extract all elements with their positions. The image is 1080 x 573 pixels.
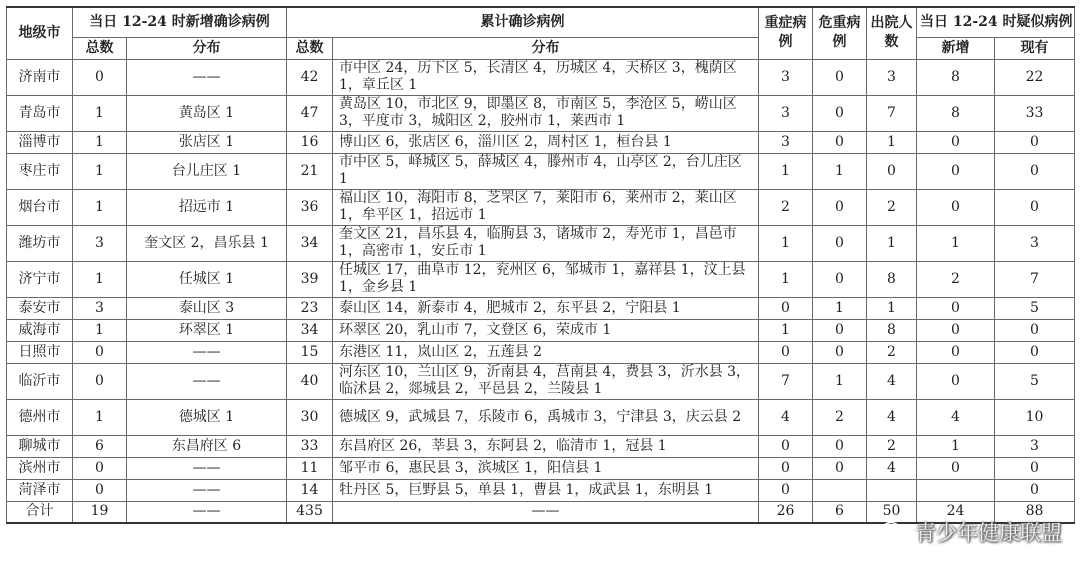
table-body	[7, 59, 1075, 523]
susp-new-cell: 8	[917, 95, 995, 131]
cum-total-cell: 16	[287, 131, 333, 153]
new-total-cell: 1	[73, 95, 127, 131]
new-total-cell: 3	[73, 297, 127, 319]
total-severe-cell: 26	[759, 501, 813, 523]
table-row	[7, 59, 1075, 95]
new-dist-cell: ——	[127, 479, 287, 501]
critical-cell: 0	[813, 131, 867, 153]
cum-dist-cell: 任城区 17，曲阜市 12，兖州区 6，邹城市 1，嘉祥县 1，汶上县 1，金乡县 1	[333, 261, 759, 297]
susp-new-cell: 4	[917, 399, 995, 435]
total-critical-cell: 6	[813, 501, 867, 523]
severe-cell: 0	[759, 341, 813, 363]
cum-dist-cell: 河东区 10，兰山区 9，沂南县 4，莒南县 4，费县 3，沂水县 3，临沭县 2，郯城县 2，平邑县 2，兰陵县 1	[333, 363, 759, 399]
critical-cell: 0	[813, 435, 867, 457]
critical-cell: 0	[813, 341, 867, 363]
cum-total-cell: 30	[287, 399, 333, 435]
discharged-cell	[867, 479, 917, 501]
new-dist-cell: 德城区 1	[127, 399, 287, 435]
susp-new-cell: 0	[917, 341, 995, 363]
susp-new-cell	[917, 479, 995, 501]
table-row	[7, 457, 1075, 479]
header-today-new: 当日 12-24 时新增确诊病例	[73, 7, 287, 37]
critical-cell: 1	[813, 363, 867, 399]
new-dist-cell: 任城区 1	[127, 261, 287, 297]
cum-dist-cell: 邹平市 6，惠民县 3，滨城区 1，阳信县 1	[333, 457, 759, 479]
wechat-icon	[881, 521, 907, 543]
discharged-cell: 2	[867, 341, 917, 363]
city-cell: 枣庄市	[7, 153, 73, 189]
city-cell: 滨州市	[7, 457, 73, 479]
new-dist-cell: ——	[127, 341, 287, 363]
critical-cell: 1	[813, 297, 867, 319]
new-dist-cell: 张店区 1	[127, 131, 287, 153]
cum-dist-cell: 市中区 5，峄城区 5，薛城区 4，滕州市 4，山亭区 2，台儿庄区 1	[333, 153, 759, 189]
susp-new-cell: 0	[917, 131, 995, 153]
header-cumulative: 累计确诊病例	[287, 7, 759, 37]
severe-cell: 7	[759, 363, 813, 399]
critical-cell: 2	[813, 399, 867, 435]
discharged-cell: 0	[867, 153, 917, 189]
discharged-cell: 1	[867, 131, 917, 153]
critical-cell: 1	[813, 153, 867, 189]
critical-cell: 0	[813, 59, 867, 95]
new-total-cell: 1	[73, 261, 127, 297]
new-dist-cell: 黄岛区 1	[127, 95, 287, 131]
total-city-cell: 合计	[7, 501, 73, 523]
susp-new-cell: 0	[917, 457, 995, 479]
header-new-dist: 分布	[127, 37, 287, 59]
susp-new-cell: 0	[917, 153, 995, 189]
cum-dist-cell: 泰山区 14，新泰市 4，肥城市 2，东平县 2，宁阳县 1	[333, 297, 759, 319]
table-row	[7, 153, 1075, 189]
discharged-cell: 1	[867, 297, 917, 319]
discharged-cell: 3	[867, 59, 917, 95]
cum-dist-cell: 福山区 10，海阳市 8，芝罘区 7，莱阳市 6，莱州市 2，莱山区 1，牟平区 1，招远市 1	[333, 189, 759, 225]
new-total-cell: 0	[73, 457, 127, 479]
table-row	[7, 363, 1075, 399]
new-total-cell: 0	[73, 363, 127, 399]
susp-current-cell: 0	[995, 153, 1075, 189]
total-discharged-cell: 50	[867, 501, 917, 523]
total-new-dist-cell: ——	[127, 501, 287, 523]
severe-cell: 0	[759, 435, 813, 457]
new-dist-cell: ——	[127, 457, 287, 479]
header-suspected: 当日 12-24 时疑似病例	[917, 7, 1075, 37]
susp-current-cell: 0	[995, 319, 1075, 341]
susp-current-cell: 7	[995, 261, 1075, 297]
header-new-total: 总数	[73, 37, 127, 59]
table-row	[7, 95, 1075, 131]
watermark-text: 青少年健康联盟	[915, 521, 1062, 545]
severe-cell: 2	[759, 189, 813, 225]
new-dist-cell: 奎文区 2，昌乐县 1	[127, 225, 287, 261]
discharged-cell: 2	[867, 189, 917, 225]
city-cell: 潍坊市	[7, 225, 73, 261]
table-row	[7, 399, 1075, 435]
cum-dist-cell: 东港区 11，岚山区 2，五莲县 2	[333, 341, 759, 363]
susp-current-cell: 3	[995, 435, 1075, 457]
cum-total-cell: 42	[287, 59, 333, 95]
city-cell: 临沂市	[7, 363, 73, 399]
new-total-cell: 6	[73, 435, 127, 457]
susp-new-cell: 1	[917, 435, 995, 457]
critical-cell: 0	[813, 457, 867, 479]
table-row	[7, 319, 1075, 341]
new-total-cell: 1	[73, 189, 127, 225]
total-susp-new-cell: 24	[917, 501, 995, 523]
critical-cell: 0	[813, 225, 867, 261]
susp-new-cell: 0	[917, 319, 995, 341]
header-cum-total: 总数	[287, 37, 333, 59]
cum-dist-cell: 东昌府区 26，莘县 3，东阿县 2，临清市 1，冠县 1	[333, 435, 759, 457]
city-cell: 济宁市	[7, 261, 73, 297]
susp-current-cell: 0	[995, 189, 1075, 225]
discharged-cell: 8	[867, 261, 917, 297]
susp-current-cell: 33	[995, 95, 1075, 131]
susp-new-cell: 0	[917, 189, 995, 225]
city-cell: 淄博市	[7, 131, 73, 153]
susp-new-cell: 2	[917, 261, 995, 297]
susp-current-cell: 0	[995, 479, 1075, 501]
critical-cell: 0	[813, 95, 867, 131]
new-total-cell: 1	[73, 399, 127, 435]
city-cell: 日照市	[7, 341, 73, 363]
cum-dist-cell: 牡丹区 5，巨野县 5，单县 1，曹县 1，成武县 1，东明县 1	[333, 479, 759, 501]
city-cell: 德州市	[7, 399, 73, 435]
new-dist-cell: 台儿庄区 1	[127, 153, 287, 189]
new-total-cell: 0	[73, 59, 127, 95]
discharged-cell: 4	[867, 457, 917, 479]
table-row	[7, 189, 1075, 225]
table-row	[7, 435, 1075, 457]
cum-dist-cell: 博山区 6，张店区 6，淄川区 2，周村区 1，桓台县 1	[333, 131, 759, 153]
cum-total-cell: 21	[287, 153, 333, 189]
case-table	[6, 6, 1075, 524]
cum-dist-cell: 环翠区 20，乳山市 7，文登区 6，荣成市 1	[333, 319, 759, 341]
new-dist-cell: 泰山区 3	[127, 297, 287, 319]
susp-new-cell: 1	[917, 225, 995, 261]
cum-total-cell: 47	[287, 95, 333, 131]
susp-new-cell: 0	[917, 297, 995, 319]
cum-dist-cell: 奎文区 21，昌乐县 4，临朐县 3，诸城市 2，寿光市 1，昌邑市 1，高密市 1，安丘市 1	[333, 225, 759, 261]
critical-cell: 0	[813, 261, 867, 297]
severe-cell: 4	[759, 399, 813, 435]
discharged-cell: 7	[867, 95, 917, 131]
severe-cell: 1	[759, 319, 813, 341]
cum-dist-cell: 黄岛区 10，市北区 9，即墨区 8，市南区 5，李沧区 5，崂山区 3，平度市 3，城阳区 2，胶州市 1，莱西市 1	[333, 95, 759, 131]
susp-current-cell: 0	[995, 341, 1075, 363]
table-row	[7, 131, 1075, 153]
total-susp-current-cell: 88	[995, 501, 1075, 523]
new-total-cell: 0	[73, 341, 127, 363]
cum-dist-cell: 德城区 9，武城县 7，乐陵市 6，禹城市 3，宁津县 3，庆云县 2	[333, 399, 759, 435]
new-dist-cell: 东昌府区 6	[127, 435, 287, 457]
severe-cell: 1	[759, 225, 813, 261]
severe-cell: 0	[759, 457, 813, 479]
new-total-cell: 0	[73, 479, 127, 501]
new-dist-cell: 招远市 1	[127, 189, 287, 225]
critical-cell	[813, 479, 867, 501]
susp-current-cell: 3	[995, 225, 1075, 261]
new-dist-cell: 环翠区 1	[127, 319, 287, 341]
severe-cell: 1	[759, 261, 813, 297]
city-cell: 菏泽市	[7, 479, 73, 501]
header-discharged: 出院人数	[867, 7, 917, 59]
discharged-cell: 8	[867, 319, 917, 341]
city-cell: 威海市	[7, 319, 73, 341]
city-cell: 青岛市	[7, 95, 73, 131]
discharged-cell: 2	[867, 435, 917, 457]
total-cum-dist-cell: ——	[333, 501, 759, 523]
cum-dist-cell: 市中区 24，历下区 5，长清区 4，历城区 4，天桥区 3，槐荫区 1，章丘区 1	[333, 59, 759, 95]
new-dist-cell: ——	[127, 59, 287, 95]
cum-total-cell: 33	[287, 435, 333, 457]
city-cell: 聊城市	[7, 435, 73, 457]
discharged-cell: 1	[867, 225, 917, 261]
severe-cell: 1	[759, 153, 813, 189]
new-dist-cell: ——	[127, 363, 287, 399]
severe-cell: 3	[759, 95, 813, 131]
severe-cell: 0	[759, 479, 813, 501]
table-row	[7, 225, 1075, 261]
total-new-total-cell: 19	[73, 501, 127, 523]
city-cell: 济南市	[7, 59, 73, 95]
header-severe: 重症病例	[759, 7, 813, 59]
severe-cell: 3	[759, 59, 813, 95]
critical-cell: 0	[813, 319, 867, 341]
cum-total-cell: 40	[287, 363, 333, 399]
table-row	[7, 261, 1075, 297]
table-row	[7, 297, 1075, 319]
susp-new-cell: 0	[917, 363, 995, 399]
cum-total-cell: 39	[287, 261, 333, 297]
city-cell: 泰安市	[7, 297, 73, 319]
severe-cell: 3	[759, 131, 813, 153]
cum-total-cell: 34	[287, 225, 333, 261]
cum-total-cell: 11	[287, 457, 333, 479]
cum-total-cell: 34	[287, 319, 333, 341]
city-cell: 烟台市	[7, 189, 73, 225]
header-city: 地级市	[7, 7, 73, 59]
cum-total-cell: 14	[287, 479, 333, 501]
susp-current-cell: 0	[995, 457, 1075, 479]
table-row	[7, 341, 1075, 363]
critical-cell: 0	[813, 189, 867, 225]
cum-total-cell: 36	[287, 189, 333, 225]
susp-current-cell: 0	[995, 131, 1075, 153]
cum-total-cell: 15	[287, 341, 333, 363]
severe-cell: 0	[759, 297, 813, 319]
total-row	[7, 501, 1075, 523]
new-total-cell: 3	[73, 225, 127, 261]
table-row	[7, 479, 1075, 501]
new-total-cell: 1	[73, 131, 127, 153]
header-susp-current: 现有	[995, 37, 1075, 59]
susp-current-cell: 10	[995, 399, 1075, 435]
header-critical: 危重病例	[813, 7, 867, 59]
discharged-cell: 4	[867, 363, 917, 399]
new-total-cell: 1	[73, 153, 127, 189]
header-cum-dist: 分布	[333, 37, 759, 59]
total-cum-total-cell: 435	[287, 501, 333, 523]
discharged-cell: 4	[867, 399, 917, 435]
susp-current-cell: 5	[995, 297, 1075, 319]
susp-current-cell: 22	[995, 59, 1075, 95]
header-susp-new: 新增	[917, 37, 995, 59]
susp-current-cell: 5	[995, 363, 1075, 399]
new-total-cell: 1	[73, 319, 127, 341]
cum-total-cell: 23	[287, 297, 333, 319]
susp-new-cell: 8	[917, 59, 995, 95]
